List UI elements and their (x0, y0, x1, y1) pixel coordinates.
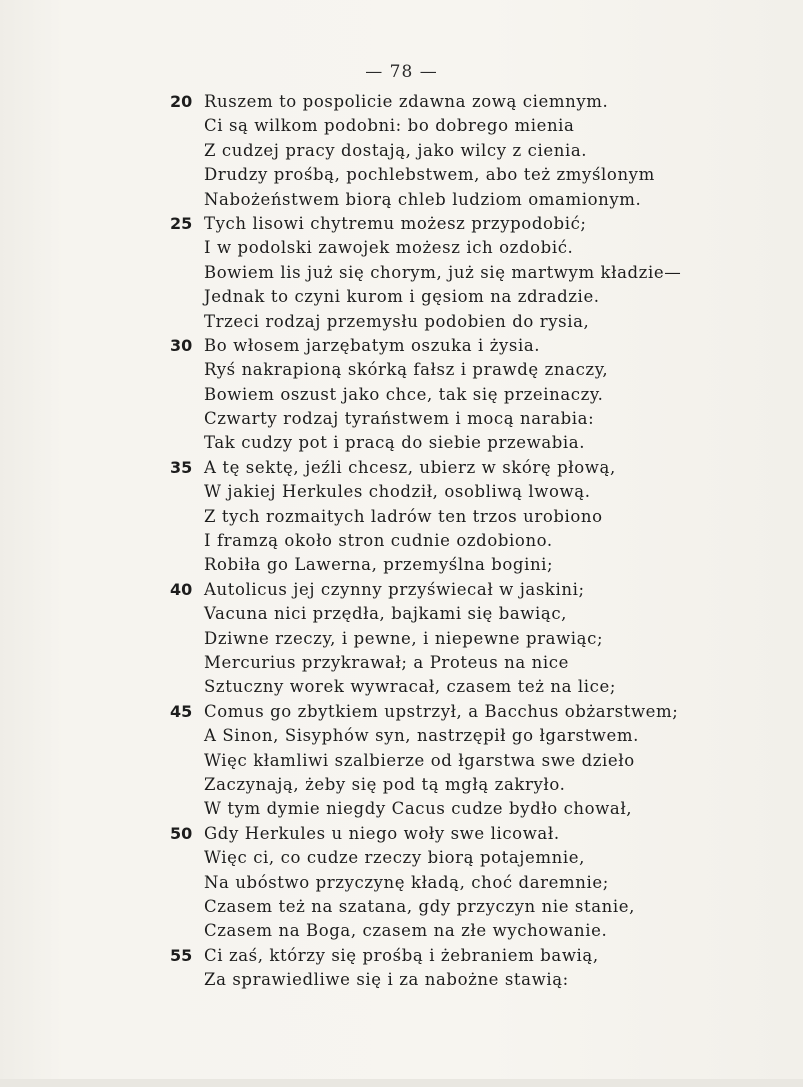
line-number: 30 (170, 335, 193, 355)
verse-line (170, 139, 790, 163)
verse-line (170, 261, 790, 285)
verse-line (170, 602, 790, 626)
verse-text: Na ubóstwo przyczynę kładą, choć daremnie; (204, 872, 609, 892)
verse-text: A tę sektę, jeźli chcesz, ubierz w skórę płową, (204, 457, 616, 477)
page-number: — 78 — (365, 62, 438, 82)
verse-line (170, 797, 790, 821)
verse-text: Trzeci rodzaj przemysłu podobien do rysia, (204, 311, 590, 331)
verse-text: W tym dymie niegdy Cacus cudze bydło chował, (204, 799, 633, 819)
line-number: 25 (170, 213, 193, 233)
verse-line (170, 431, 790, 455)
verse-text: Nabożeństwem biorą chleb ludziom omamionym. (204, 189, 642, 209)
verse-text: Z tych rozmaitych ladrów ten trzos urobiono (204, 506, 603, 526)
verse-text: Autolicus jej czynny przyświecał w jaskini; (204, 579, 585, 599)
verse-line (170, 578, 790, 602)
verse-line (170, 480, 790, 504)
verse-text: Sztuczny worek wywracał, czasem też na lice; (204, 677, 616, 697)
verse-text: I framzą około stron cudnie ozdobiono. (204, 531, 553, 551)
verse-text: Więc ci, co cudze rzeczy biorą potajemnie, (204, 848, 585, 868)
line-number: 35 (170, 457, 193, 477)
verse-text: Więc kłamliwi szalbierze od łgarstwa swe dzieło (204, 750, 635, 770)
verse-line (170, 383, 790, 407)
verse-text: Vacuna nici przędła, bajkami się bawiąc, (204, 604, 568, 624)
verse-line (170, 724, 790, 748)
verse-text: Czasem też na szatana, gdy przyczyn nie stanie, (204, 896, 635, 916)
verse-text: Z cudzej pracy dostają, jako wilcy z cienia. (204, 140, 588, 160)
verse-line (170, 553, 790, 577)
verse-line (170, 505, 790, 529)
verse-line (170, 310, 790, 334)
verse-text: Jednak to czyni kurom i gęsiom na zdradzie. (204, 287, 600, 307)
verse-text: Tych lisowi chytremu możesz przypodobić; (204, 213, 587, 233)
verse-text: Robiła go Lawerna, przemyślna bogini; (204, 555, 554, 575)
verse-line (170, 285, 790, 309)
verse-line (170, 236, 790, 260)
verse-text: Bowiem oszust jako chce, tak się przeinaczy. (204, 384, 604, 404)
verse-text: Tak cudzy pot i pracą do siebie przewabia. (204, 433, 586, 453)
verse-line (170, 334, 790, 358)
verse-text: Dziwne rzeczy, i pewne, i niepewne prawiąc; (204, 628, 604, 648)
verse-text: Drudzy prośbą, pochlebstwem, abo też zmyślonym (204, 165, 655, 185)
verse-line (170, 749, 790, 773)
verse-line (170, 968, 790, 992)
verse-line (170, 456, 790, 480)
verse-line (170, 822, 790, 846)
verse-text: Ryś nakrapioną skórką fałsz i prawdę znaczy, (204, 360, 609, 380)
verse-text: Za sprawiedliwe się i za nabożne stawią: (204, 970, 569, 990)
verse-line (170, 773, 790, 797)
verse-text: Czwarty rodzaj tyraństwem i mocą narabia: (204, 409, 595, 429)
line-number: 20 (170, 92, 193, 111)
verse-text: Mercurius przykrawał; a Proteus na nice (204, 652, 569, 672)
verse-line (170, 651, 790, 675)
page-edge (0, 1079, 803, 1087)
verse-text: A Sinon, Sisyphów syn, nastrzępił go łgarstwem. (204, 726, 639, 746)
verse-line (170, 90, 790, 114)
verse-line (170, 212, 790, 236)
verse-text: Ruszem to pospolicie zdawna zową ciemnym. (204, 92, 609, 111)
verse-line (170, 163, 790, 187)
verse-line (170, 944, 790, 968)
verse-line (170, 358, 790, 382)
verse-line (170, 895, 790, 919)
verse-text: W jakiej Herkules chodził, osobliwą lwową. (204, 482, 591, 502)
line-number: 50 (170, 823, 193, 843)
verse-text: I w podolski zawojek możesz ich ozdobić. (204, 238, 574, 258)
verse-line (170, 188, 790, 212)
verse-line (170, 675, 790, 699)
verse-line (170, 407, 790, 431)
verse-text: Czasem na Boga, czasem na złe wychowanie. (204, 921, 608, 941)
verse-text: Bowiem lis już się chorym, już się martwym kładzie— (204, 262, 682, 282)
verse-text: Comus go zbytkiem upstrzył, a Bacchus obżarstwem; (204, 701, 679, 721)
line-number: 45 (170, 701, 193, 721)
verse-text: Ci zaś, którzy się prośbą i żebraniem bawią, (204, 945, 599, 965)
verse-line (170, 114, 790, 138)
line-number: 55 (170, 945, 193, 965)
verse-block (170, 90, 790, 992)
verse-line (170, 700, 790, 724)
verse-line (170, 529, 790, 553)
verse-text: Zaczynają, żeby się pod tą mgłą zakryło. (204, 774, 566, 794)
verse-line (170, 846, 790, 870)
verse-text: Ci są wilkom podobni: bo dobrego mienia (204, 116, 575, 136)
verse-text: Gdy Herkules u niego woły swe licował. (204, 823, 560, 843)
verse-line (170, 919, 790, 943)
verse-text: Bo włosem jarzębatym oszuka i żysia. (204, 335, 541, 355)
line-number: 40 (170, 579, 193, 599)
verse-line (170, 627, 790, 651)
verse-line (170, 871, 790, 895)
